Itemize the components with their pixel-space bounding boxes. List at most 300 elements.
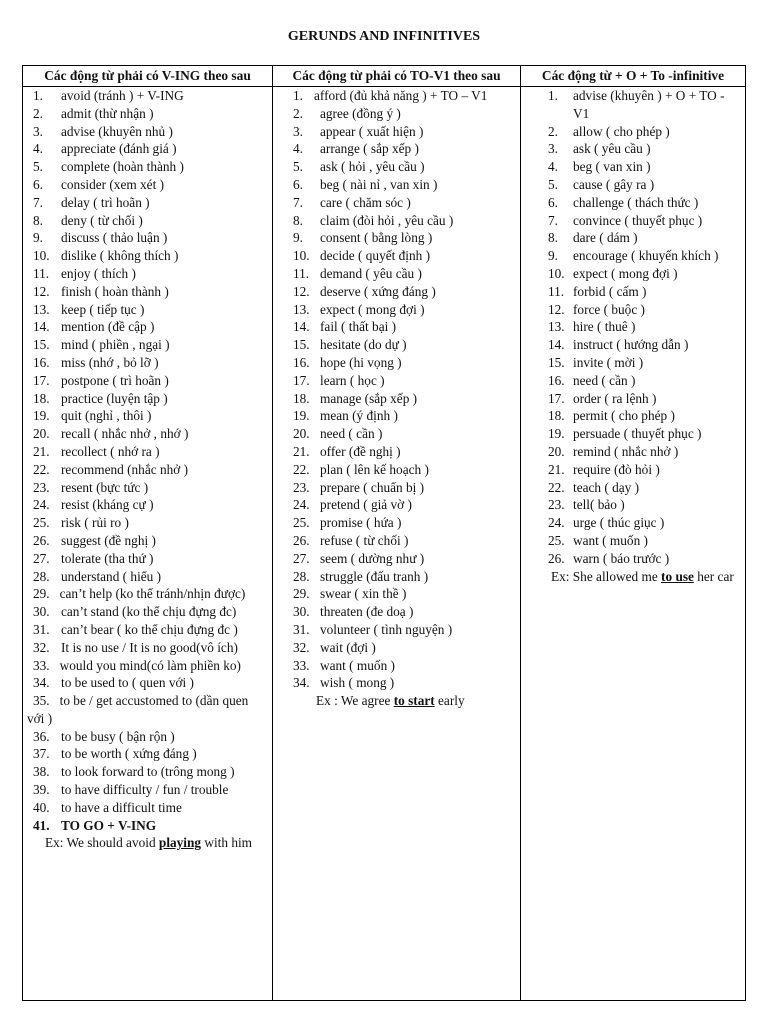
item-number: 32. bbox=[293, 639, 310, 655]
item-text: instruct ( hướng dẫn ) bbox=[573, 337, 689, 353]
list-item bbox=[293, 123, 514, 141]
item-text: can’t help (ko thể tránh/nhịn được) bbox=[59, 586, 246, 602]
item-text: permit ( cho phép ) bbox=[573, 408, 675, 424]
list-item bbox=[33, 301, 268, 319]
item-text: risk ( rủi ro ) bbox=[61, 515, 129, 531]
list-item bbox=[293, 479, 514, 497]
item-text: deserve ( xứng đáng ) bbox=[320, 283, 436, 299]
item-text: invite ( mời ) bbox=[573, 354, 644, 370]
item-text: require (đò hỏi ) bbox=[573, 461, 660, 477]
item-text: beg ( nài nỉ , van xin ) bbox=[320, 176, 438, 192]
item-text: refuse ( từ chối ) bbox=[320, 532, 409, 548]
item-number: 38. bbox=[33, 764, 50, 780]
list-item bbox=[548, 461, 739, 479]
item-number: 26. bbox=[293, 532, 310, 548]
item-number: 2. bbox=[33, 105, 43, 121]
item-number: 5. bbox=[548, 176, 558, 192]
item-number: 10. bbox=[33, 248, 50, 264]
list-item bbox=[33, 781, 268, 799]
item-number: 18. bbox=[33, 390, 50, 406]
item-number: 13. bbox=[33, 301, 50, 317]
list-item bbox=[33, 247, 268, 265]
item-number: 35. bbox=[33, 693, 50, 709]
item-number: 12. bbox=[33, 283, 50, 299]
item-number: 9. bbox=[33, 230, 43, 246]
list-item bbox=[33, 728, 268, 746]
item-text: plan ( lên kế hoạch ) bbox=[320, 461, 429, 477]
item-text: appreciate (đánh giá ) bbox=[61, 141, 177, 157]
item-text: need ( cần ) bbox=[573, 372, 636, 388]
list-item bbox=[548, 247, 739, 265]
item-text: volunteer ( tình nguyện ) bbox=[320, 621, 453, 637]
item-text: arrange ( sắp xếp ) bbox=[320, 141, 419, 157]
list-item bbox=[548, 336, 739, 354]
item-number: 31. bbox=[293, 621, 310, 637]
item-text: to look forward to (trông mong ) bbox=[61, 764, 235, 780]
item-text: complete (hoàn thành ) bbox=[61, 159, 184, 175]
item-text: threaten (đe doạ ) bbox=[320, 604, 414, 620]
list-item bbox=[293, 140, 514, 158]
list-item bbox=[33, 158, 268, 176]
list-item bbox=[293, 194, 514, 212]
item-number: 32. bbox=[33, 639, 50, 655]
item-number: 11. bbox=[548, 283, 565, 299]
item-number: 15. bbox=[33, 337, 50, 353]
item-number: 22. bbox=[33, 461, 50, 477]
list-item bbox=[548, 532, 739, 550]
list-item bbox=[548, 140, 739, 158]
list-item bbox=[548, 87, 739, 123]
list-item bbox=[548, 229, 739, 247]
list-item bbox=[33, 354, 268, 372]
item-text: persuade ( thuyết phục ) bbox=[573, 426, 702, 442]
item-number: 26. bbox=[548, 550, 565, 566]
item-number: 22. bbox=[548, 479, 565, 495]
column-header-object-to-inf: Các động từ + O + To -infinitive bbox=[521, 66, 745, 87]
item-number: 8. bbox=[33, 212, 43, 228]
item-text: force ( buộc ) bbox=[573, 301, 645, 317]
list-item bbox=[293, 621, 514, 639]
item-text: learn ( học ) bbox=[320, 372, 385, 388]
list-item bbox=[293, 639, 514, 657]
list-item bbox=[33, 283, 268, 301]
item-number: 16. bbox=[33, 354, 50, 370]
column-to-v1 bbox=[272, 66, 520, 1000]
list-item bbox=[33, 407, 268, 425]
item-number: 4. bbox=[293, 141, 303, 157]
item-text: pretend ( giả vờ ) bbox=[320, 497, 412, 513]
item-number: 18. bbox=[293, 390, 310, 406]
item-number: 4. bbox=[33, 141, 43, 157]
item-number: 24. bbox=[33, 497, 50, 513]
list-item bbox=[33, 443, 268, 461]
item-text: advise (khuyên ) + O + TO - V1 bbox=[573, 88, 725, 121]
item-text: allow ( cho phép ) bbox=[573, 123, 670, 139]
item-text: recall ( nhắc nhở , nhớ ) bbox=[61, 426, 189, 442]
item-number: 18. bbox=[548, 408, 565, 424]
item-number: 11. bbox=[33, 265, 50, 281]
item-text: ask ( yêu cầu ) bbox=[573, 141, 651, 157]
list-item bbox=[293, 461, 514, 479]
item-text: can’t stand (ko thể chịu đựng đc) bbox=[61, 604, 237, 620]
item-number: 40. bbox=[33, 799, 50, 815]
list-item bbox=[293, 247, 514, 265]
item-number: 8. bbox=[293, 212, 303, 228]
list-item bbox=[33, 763, 268, 781]
list-item bbox=[33, 479, 268, 497]
item-number: 28. bbox=[33, 568, 50, 584]
item-text: tell( bảo ) bbox=[573, 497, 625, 513]
list-item bbox=[33, 532, 268, 550]
item-number: 5. bbox=[33, 159, 43, 175]
verb-list-to-v1 bbox=[273, 87, 520, 692]
item-number: 6. bbox=[33, 176, 43, 192]
list-item bbox=[33, 336, 268, 354]
example-v-ing: Ex: We should avoid playing with him bbox=[45, 835, 253, 851]
list-item bbox=[293, 532, 514, 550]
item-text: keep ( tiếp tục ) bbox=[61, 301, 145, 317]
item-text: order ( ra lệnh ) bbox=[573, 390, 657, 406]
list-item bbox=[293, 283, 514, 301]
item-number: 14. bbox=[33, 319, 50, 335]
item-number: 24. bbox=[548, 515, 565, 531]
item-number: 33. bbox=[33, 657, 50, 673]
list-item bbox=[33, 105, 268, 123]
item-number: 13. bbox=[293, 301, 310, 317]
item-text: remind ( nhắc nhở ) bbox=[573, 443, 679, 459]
list-item bbox=[33, 674, 268, 692]
example-emphasis: playing bbox=[158, 835, 202, 851]
item-text: dare ( dám ) bbox=[573, 230, 638, 246]
list-item bbox=[27, 585, 268, 603]
item-number: 17. bbox=[33, 372, 50, 388]
item-number: 19. bbox=[548, 426, 565, 442]
list-item bbox=[33, 639, 268, 657]
list-item bbox=[293, 212, 514, 230]
item-text: delay ( trì hoãn ) bbox=[61, 194, 150, 210]
item-text: afford (đủ khả năng ) + TO – V1 bbox=[313, 88, 488, 103]
item-text: tolerate (tha thứ ) bbox=[61, 550, 154, 566]
list-item bbox=[33, 461, 268, 479]
list-item bbox=[548, 283, 739, 301]
column-v-ing bbox=[23, 66, 272, 1000]
list-item bbox=[293, 674, 514, 692]
list-item bbox=[548, 176, 739, 194]
item-text: encourage ( khuyến khích ) bbox=[573, 248, 719, 264]
item-number: 2. bbox=[293, 105, 303, 121]
list-item bbox=[33, 496, 268, 514]
item-number: 37. bbox=[33, 746, 50, 762]
list-item bbox=[293, 105, 514, 123]
list-item bbox=[293, 336, 514, 354]
list-item bbox=[548, 354, 739, 372]
list-item bbox=[548, 443, 739, 461]
list-item bbox=[548, 514, 739, 532]
list-item bbox=[33, 87, 268, 105]
item-number: 30. bbox=[293, 604, 310, 620]
list-item bbox=[33, 799, 268, 817]
item-text: forbid ( cấm ) bbox=[573, 283, 647, 299]
item-number: 13. bbox=[548, 319, 565, 335]
item-text: mind ( phiền , ngại ) bbox=[61, 337, 170, 353]
list-item bbox=[548, 425, 739, 443]
item-text: admit (thừ nhận ) bbox=[61, 105, 154, 121]
item-number: 39. bbox=[33, 782, 50, 798]
list-item bbox=[548, 212, 739, 230]
list-item bbox=[33, 176, 268, 194]
list-item bbox=[548, 372, 739, 390]
list-item bbox=[33, 229, 268, 247]
item-number: 6. bbox=[293, 176, 303, 192]
item-number: 25. bbox=[548, 532, 565, 548]
item-number: 6. bbox=[548, 194, 558, 210]
item-number: 28. bbox=[293, 568, 310, 584]
item-text: need ( cần ) bbox=[320, 426, 383, 442]
item-text: resist (kháng cự ) bbox=[61, 497, 154, 513]
list-item bbox=[33, 390, 268, 408]
item-number: 21. bbox=[548, 461, 565, 477]
item-text: to have a difficult time bbox=[61, 799, 182, 815]
item-text: recollect ( nhớ ra ) bbox=[61, 443, 160, 459]
item-number: 1. bbox=[293, 88, 303, 103]
item-text: demand ( yêu cầu ) bbox=[320, 265, 422, 281]
item-number: 23. bbox=[293, 479, 310, 495]
list-item bbox=[293, 496, 514, 514]
list-item bbox=[293, 603, 514, 621]
item-text: wish ( mong ) bbox=[320, 675, 395, 691]
item-number: 41. bbox=[33, 817, 50, 833]
item-text: to have difficulty / fun / trouble bbox=[61, 782, 229, 798]
list-item bbox=[27, 657, 268, 675]
item-text: agree (đồng ý ) bbox=[320, 105, 401, 121]
list-item bbox=[293, 318, 514, 336]
list-item bbox=[33, 372, 268, 390]
example-emphasis: to use bbox=[661, 568, 694, 584]
item-number: 34. bbox=[293, 675, 310, 691]
item-number: 14. bbox=[548, 337, 565, 353]
list-item bbox=[548, 158, 739, 176]
item-text: decide ( quyết định ) bbox=[320, 248, 431, 264]
list-item bbox=[293, 550, 514, 568]
item-text: teach ( dạy ) bbox=[573, 479, 640, 495]
item-number: 23. bbox=[33, 479, 50, 495]
list-item bbox=[293, 425, 514, 443]
item-text: warn ( báo trước ) bbox=[573, 550, 670, 566]
item-number: 4. bbox=[548, 159, 558, 175]
item-text: seem ( dường như ) bbox=[320, 550, 425, 566]
item-number: 24. bbox=[293, 497, 310, 513]
item-text: challenge ( thách thức ) bbox=[573, 194, 699, 210]
list-item bbox=[548, 265, 739, 283]
item-text: urge ( thúc giục ) bbox=[573, 515, 665, 531]
item-text: expect ( mong đợi ) bbox=[320, 301, 425, 317]
list-item bbox=[33, 140, 268, 158]
item-number: 12. bbox=[548, 301, 565, 317]
list-item bbox=[33, 194, 268, 212]
item-text: finish ( hoàn thành ) bbox=[61, 283, 169, 299]
item-text: fail ( thất bại ) bbox=[320, 319, 397, 335]
item-text: cause ( gây ra ) bbox=[573, 176, 655, 192]
item-text: dislike ( không thích ) bbox=[61, 248, 179, 264]
item-text: convince ( thuyết phục ) bbox=[573, 212, 703, 228]
list-item bbox=[33, 621, 268, 639]
verb-table bbox=[22, 65, 746, 1001]
item-text: swear ( xin thề ) bbox=[320, 586, 407, 602]
list-item bbox=[33, 265, 268, 283]
item-number: 29. bbox=[33, 586, 50, 602]
item-number: 17. bbox=[548, 390, 565, 406]
item-number: 12. bbox=[293, 283, 310, 299]
item-text: quit (nghỉ , thôi ) bbox=[61, 408, 152, 424]
list-item bbox=[293, 514, 514, 532]
item-number: 17. bbox=[293, 372, 310, 388]
item-number: 20. bbox=[293, 426, 310, 442]
item-number: 5. bbox=[293, 159, 303, 175]
item-number: 10. bbox=[293, 248, 310, 264]
list-item bbox=[33, 603, 268, 621]
list-item bbox=[33, 123, 268, 141]
item-text: deny ( từ chối ) bbox=[61, 212, 143, 228]
item-number: 16. bbox=[548, 372, 565, 388]
item-text: want ( muốn ) bbox=[573, 532, 648, 548]
item-number: 3. bbox=[548, 141, 558, 157]
item-number: 9. bbox=[548, 248, 558, 264]
list-item bbox=[548, 301, 739, 319]
item-text: offer (đề nghị ) bbox=[320, 443, 401, 459]
list-item bbox=[293, 585, 514, 603]
item-number: 26. bbox=[33, 532, 50, 548]
item-number: 2. bbox=[548, 123, 558, 139]
list-item bbox=[548, 390, 739, 408]
column-object-to-inf bbox=[520, 66, 745, 1000]
list-item bbox=[33, 212, 268, 230]
item-number: 30. bbox=[33, 604, 50, 620]
list-item bbox=[548, 550, 739, 568]
item-text: would you mind(có làm phiền ko) bbox=[59, 657, 241, 673]
item-text: consider (xem xét ) bbox=[61, 176, 165, 192]
list-item bbox=[293, 568, 514, 586]
item-number: 3. bbox=[33, 123, 43, 139]
list-item bbox=[293, 354, 514, 372]
item-text: prepare ( chuẩn bị ) bbox=[320, 479, 425, 495]
item-text: to be / get accustomed to (dần quen với ) bbox=[27, 693, 249, 726]
item-number: 25. bbox=[33, 515, 50, 531]
item-number: 14. bbox=[293, 319, 310, 335]
list-item bbox=[33, 550, 268, 568]
list-item bbox=[548, 194, 739, 212]
item-text: expect ( mong đợi ) bbox=[573, 265, 678, 281]
item-number: 16. bbox=[293, 354, 310, 370]
item-text: hesitate (do dự ) bbox=[320, 337, 407, 353]
item-number: 3. bbox=[293, 123, 303, 139]
item-text: hire ( thuê ) bbox=[573, 319, 636, 335]
item-number: 22. bbox=[293, 461, 310, 477]
item-text: TO GO + V-ING bbox=[61, 817, 157, 833]
item-number: 7. bbox=[548, 212, 558, 228]
item-number: 19. bbox=[293, 408, 310, 424]
page-title: GERUNDS AND INFINITIVES bbox=[287, 29, 481, 44]
item-text: want ( muốn ) bbox=[320, 657, 395, 673]
item-number: 29. bbox=[293, 586, 310, 602]
item-number: 27. bbox=[33, 550, 50, 566]
list-item bbox=[33, 568, 268, 586]
list-item bbox=[548, 407, 739, 425]
item-text: recommend (nhắc nhở ) bbox=[61, 461, 189, 477]
item-text: enjoy ( thích ) bbox=[61, 265, 136, 281]
item-text: claim (đòi hỏi , yêu cầu ) bbox=[320, 212, 454, 228]
item-number: 1. bbox=[33, 88, 43, 103]
list-item bbox=[293, 443, 514, 461]
list-item bbox=[33, 745, 268, 763]
item-text: can’t bear ( ko thể chịu đựng đc ) bbox=[61, 621, 238, 637]
item-text: to be busy ( bận rộn ) bbox=[61, 728, 175, 744]
item-number: 20. bbox=[548, 443, 565, 459]
item-text: resent (bực tức ) bbox=[61, 479, 149, 495]
list-item bbox=[33, 817, 268, 835]
column-header-to-v1: Các động từ phải có TO-V1 theo sau bbox=[273, 66, 520, 87]
item-number: 23. bbox=[548, 497, 565, 513]
item-text: suggest (đề nghị ) bbox=[61, 532, 156, 548]
item-text: postpone ( trì hoãn ) bbox=[61, 372, 169, 388]
item-text: appear ( xuất hiện ) bbox=[320, 123, 424, 139]
item-text: discuss ( thảo luận ) bbox=[61, 230, 168, 246]
item-text: understand ( hiểu ) bbox=[61, 568, 162, 584]
list-item bbox=[33, 514, 268, 532]
item-text: miss (nhớ , bỏ lỡ ) bbox=[61, 354, 159, 370]
verb-list-v-ing bbox=[23, 87, 272, 834]
item-text: beg ( van xin ) bbox=[573, 159, 651, 175]
item-number: 31. bbox=[33, 621, 50, 637]
item-number: 7. bbox=[293, 194, 303, 210]
list-item bbox=[33, 425, 268, 443]
example-object-to-inf: Ex: She allowed me to use her car bbox=[551, 568, 734, 584]
item-text: avoid (tránh ) + V-ING bbox=[61, 88, 184, 103]
list-item bbox=[293, 657, 514, 675]
list-item bbox=[293, 265, 514, 283]
column-header-v-ing: Các động từ phải có V-ING theo sau bbox=[23, 66, 272, 87]
list-item bbox=[293, 229, 514, 247]
item-text: mean (ý định ) bbox=[320, 408, 398, 424]
item-text: It is no use / It is no good(vô ích) bbox=[61, 639, 238, 655]
item-text: manage (sắp xếp ) bbox=[320, 390, 418, 406]
item-text: to be worth ( xứng đáng ) bbox=[61, 746, 197, 762]
item-text: hope (hi vọng ) bbox=[320, 354, 402, 370]
item-number: 9. bbox=[293, 230, 303, 246]
item-number: 36. bbox=[33, 728, 50, 744]
item-text: ask ( hỏi , yêu cầu ) bbox=[320, 159, 425, 175]
list-item bbox=[293, 301, 514, 319]
item-number: 34. bbox=[33, 675, 50, 691]
verb-list-object-to-inf bbox=[521, 87, 745, 568]
example-to-v1: Ex : We agree to start early bbox=[316, 693, 465, 709]
list-item bbox=[548, 318, 739, 336]
item-number: 8. bbox=[548, 230, 558, 246]
item-number: 20. bbox=[33, 426, 50, 442]
item-text: promise ( hứa ) bbox=[320, 515, 402, 531]
item-text: mention (đề cập ) bbox=[61, 319, 155, 335]
item-number: 1. bbox=[548, 88, 558, 103]
list-item bbox=[548, 479, 739, 497]
item-number: 33. bbox=[293, 657, 310, 673]
item-number: 27. bbox=[293, 550, 310, 566]
item-number: 25. bbox=[293, 515, 310, 531]
list-item bbox=[293, 407, 514, 425]
item-number: 7. bbox=[33, 194, 43, 210]
item-number: 11. bbox=[293, 265, 310, 281]
item-text: care ( chăm sóc ) bbox=[320, 194, 411, 210]
item-number: 21. bbox=[293, 443, 310, 459]
list-item bbox=[33, 318, 268, 336]
